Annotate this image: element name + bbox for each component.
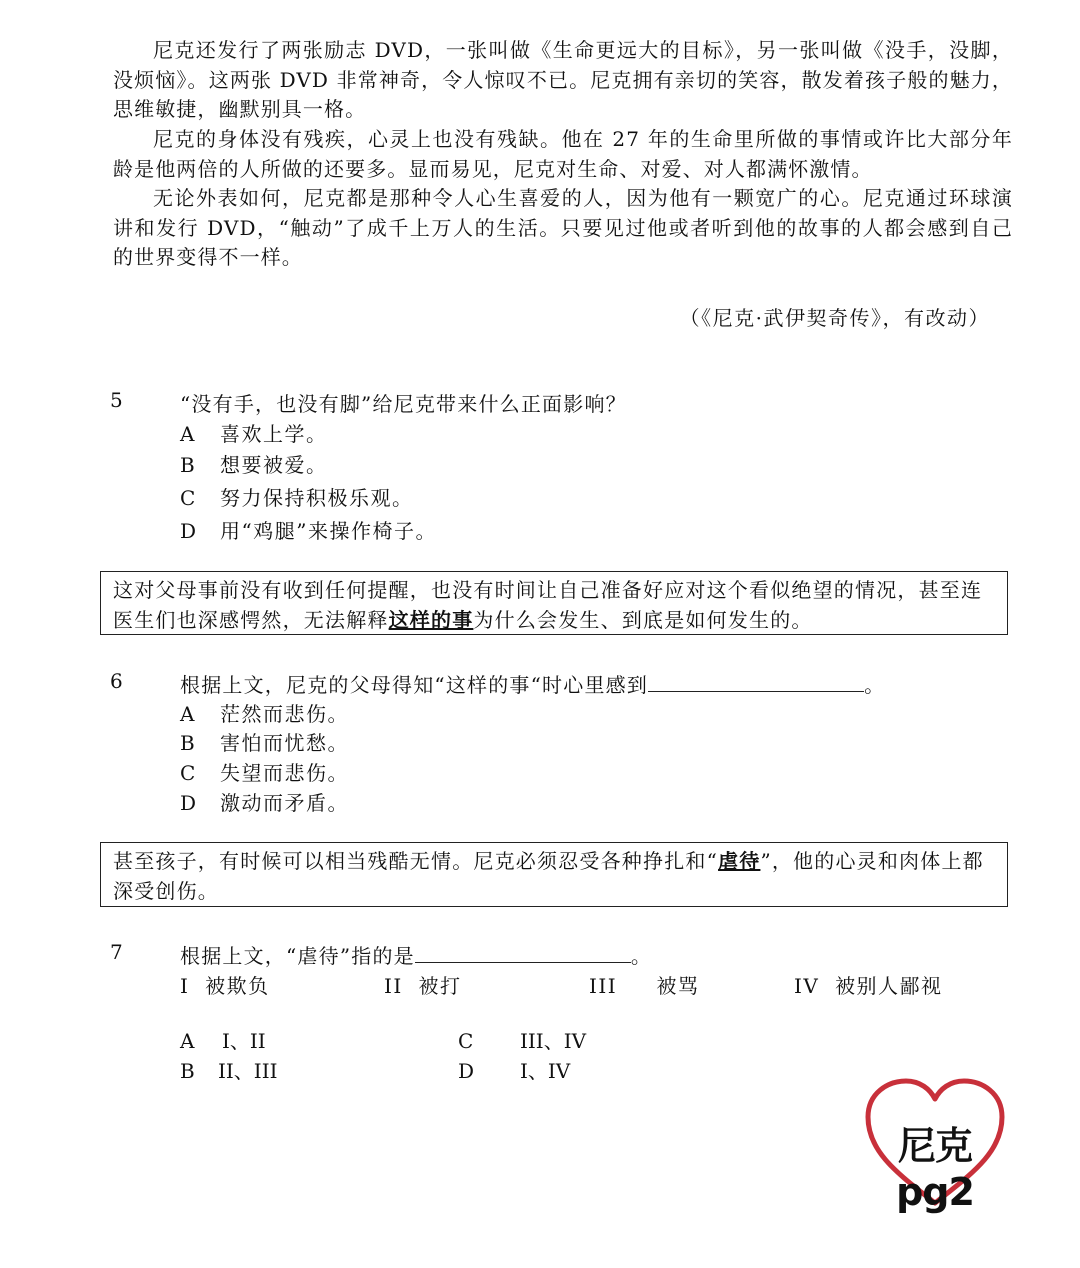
question-6-text-after: 。 (864, 673, 886, 697)
question-5-text: “没有手，也没有脚”给尼克带来什么正面影响？ (180, 392, 627, 416)
choice-letter: D (458, 1059, 475, 1083)
item-text: 被别人鄙视 (835, 974, 943, 998)
answer-blank[interactable] (415, 944, 631, 963)
item-numeral: II (384, 974, 403, 998)
excerpt-box-2 (100, 842, 1008, 907)
question-6-text (180, 669, 885, 698)
question-7-item-2 (384, 970, 462, 999)
excerpt-2-text-before: 甚至孩子，有时候可以相当残酷无情。尼克必须忍受各种挣扎和“ (113, 849, 719, 873)
choice-text: I、IV (520, 1059, 571, 1083)
answer-blank[interactable] (648, 673, 864, 692)
option-text: 茫然而悲伤。 (220, 702, 349, 726)
excerpt-box-1 (100, 571, 1008, 635)
choice-text: II、III (218, 1059, 278, 1083)
option-text: 喜欢上学。 (220, 422, 328, 446)
excerpt-1-text-before: 这对父母事前没有收到任何提醒，也没有时间让自己准备好应对这个看似绝望的情况，甚至连医生们也深感愕然，无法解释 (113, 578, 983, 632)
question-5-option-a[interactable] (180, 418, 328, 447)
item-numeral: III (589, 974, 618, 998)
item-numeral: I (180, 974, 190, 998)
question-7-text-before: 根据上文，“虐待”指的是 (180, 944, 415, 968)
question-5-option-b[interactable] (180, 449, 328, 478)
question-6-option-d[interactable] (180, 787, 349, 816)
choice-text: I、II (222, 1029, 266, 1053)
option-text: 用“鸡腿”来操作椅子。 (220, 519, 437, 543)
excerpt-1-highlight: 这样的事 (388, 608, 474, 632)
stamp-label: 尼克pg2 (896, 1124, 974, 1214)
question-6-text-before: 根据上文，尼克的父母得知“这样的事“时心里感到 (180, 673, 649, 697)
question-7-choice-d[interactable] (458, 1055, 570, 1084)
option-text: 害怕而忧愁。 (220, 731, 349, 755)
question-7-choice-c[interactable] (458, 1025, 586, 1054)
option-letter: B (180, 731, 195, 755)
excerpt-2-text-after: ”，他的心灵和肉体上都深受创伤。 (113, 849, 984, 903)
question-7-text (180, 940, 652, 969)
question-5-option-d[interactable] (180, 515, 437, 544)
option-text: 努力保持积极乐观。 (220, 486, 414, 510)
question-7-number: 7 (110, 940, 123, 964)
option-text: 失望而悲伤。 (220, 761, 349, 785)
passage-paragraph-1: 尼克还发行了两张励志 DVD，一张叫做《生命更远大的目标》，另一张叫做《没手，没脚，没烦恼》。这两张 DVD 非常神奇，令人惊叹不已。尼克拥有亲切的笑容，散发着孩子般的魅力，思维敏捷，幽默别具一格。 (113, 38, 1013, 121)
option-letter: D (180, 791, 197, 815)
option-letter: B (180, 453, 195, 477)
question-6-option-a[interactable] (180, 698, 349, 727)
option-letter: A (180, 702, 195, 726)
choice-letter: A (180, 1029, 195, 1053)
passage-paragraph-2: 尼克的身体没有残疾，心灵上也没有残缺。他在 27 年的生命里所做的事情或许比大部分年龄是他两倍的人所做的还要多。显而易见，尼克对生命、对爱、对人都满怀激情。 (113, 127, 1013, 181)
option-letter: C (180, 486, 196, 510)
item-text: 被打 (418, 974, 462, 998)
question-7-item-4 (794, 970, 943, 999)
item-text: 被骂 (656, 974, 700, 998)
choice-letter: B (180, 1059, 195, 1083)
question-6-number: 6 (110, 669, 123, 693)
question-6-option-b[interactable] (180, 727, 349, 756)
option-letter: A (180, 422, 195, 446)
option-letter: C (180, 761, 196, 785)
question-7-choice-b[interactable] (180, 1055, 278, 1084)
excerpt-2-highlight: 虐待 (718, 849, 761, 873)
question-5-number: 5 (110, 388, 123, 412)
passage-source: （《尼克·武伊契奇传》，有改动） (679, 306, 990, 330)
choice-letter: C (458, 1029, 474, 1053)
passage-paragraph-3: 无论外表如何，尼克都是那种令人心生喜爱的人，因为他有一颗宽广的心。尼克通过环球演讲和发行 DVD，“触动”了成千上万人的生活。只要见过他或者听到他的故事的人都会感到自己的世界变得不一样。 (113, 186, 1013, 269)
question-5-option-c[interactable] (180, 482, 414, 511)
heart-stamp (860, 1075, 1010, 1215)
question-7-item-1 (180, 970, 270, 999)
option-text: 想要被爱。 (220, 453, 328, 477)
item-text: 被欺负 (205, 974, 270, 998)
option-text: 激动而矛盾。 (220, 791, 349, 815)
excerpt-1-text-after: 为什么会发生、到底是如何发生的。 (473, 608, 813, 632)
question-7-text-after: 。 (630, 944, 653, 968)
item-numeral: IV (794, 974, 820, 998)
question-7-item-3 (589, 970, 700, 999)
question-6-option-c[interactable] (180, 757, 349, 786)
question-7-choice-a[interactable] (180, 1025, 266, 1054)
option-letter: D (180, 519, 197, 543)
choice-text: III、IV (520, 1029, 587, 1053)
